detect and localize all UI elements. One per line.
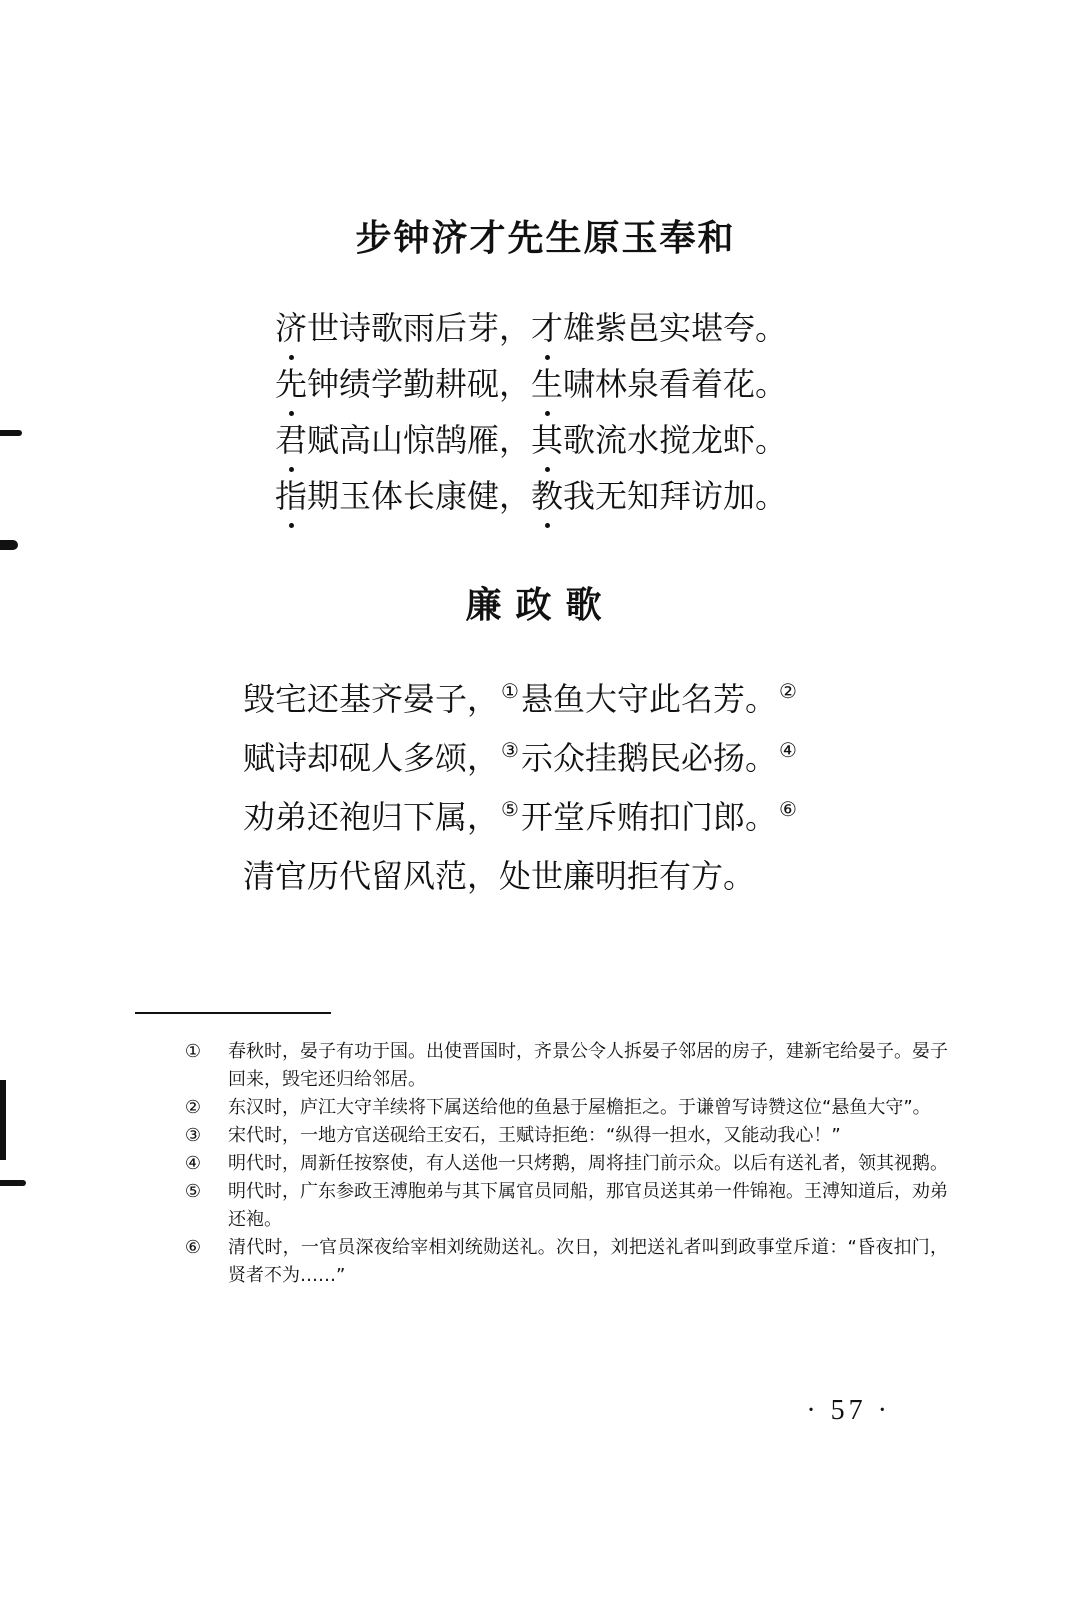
verse-text: 歌流水搅龙虾。 bbox=[563, 421, 788, 459]
footnote-text: 明代时，周新任按察使，有人送他一只烤鹅，周将挂门前示众。以后有送礼者，领其视鹅。 bbox=[228, 1153, 948, 1174]
footnote-marker: ② bbox=[778, 679, 797, 704]
emphasized-character: 君 bbox=[275, 412, 307, 468]
verse-text: 劝弟还袍归下属， bbox=[243, 798, 500, 836]
page-number: · 57 · bbox=[806, 1395, 891, 1426]
footnote bbox=[178, 1094, 948, 1122]
footnote-text: 东汉时，庐江大守羊续将下属送给他的鱼悬于屋檐拒之。于谦曾写诗赞这位“悬鱼大守”。 bbox=[228, 1097, 931, 1118]
poem-line bbox=[243, 788, 799, 847]
emphasized-character: 指 bbox=[275, 468, 307, 524]
footnote-marker: ⑤ bbox=[501, 797, 519, 822]
poem-line bbox=[275, 356, 787, 412]
footnote-number: ② bbox=[184, 1097, 202, 1118]
verse-text: 啸林泉看着花。 bbox=[563, 365, 788, 403]
footnote-text: 春秋时，晏子有功于国。出使晋国时，齐景公令人拆晏子邻居的房子，建新宅给晏子。晏子回来，毁宅还归给邻居。 bbox=[228, 1041, 948, 1090]
verse-text: 赋高山惊鹄雁， bbox=[307, 421, 532, 459]
emphasized-character: 其 bbox=[531, 412, 563, 468]
scan-edge-mark bbox=[0, 540, 18, 550]
verse-text: 雄紫邑实堪夸。 bbox=[563, 309, 788, 347]
footnote bbox=[178, 1150, 948, 1178]
emphasized-character: 生 bbox=[531, 356, 563, 412]
footnote-number: ① bbox=[184, 1041, 202, 1062]
poem-line bbox=[243, 729, 799, 788]
footnote-number: ⑥ bbox=[184, 1237, 202, 1258]
scan-edge-mark bbox=[0, 1080, 6, 1160]
footnote bbox=[178, 1178, 948, 1234]
footnote-marker: ① bbox=[501, 679, 519, 704]
verse-text: 我无知拜访加。 bbox=[563, 477, 788, 515]
footnote-number: ⑤ bbox=[184, 1181, 202, 1202]
poem-line bbox=[275, 468, 787, 524]
acrostic-poem bbox=[275, 300, 787, 524]
emphasized-character: 先 bbox=[275, 356, 307, 412]
footnote bbox=[178, 1122, 948, 1150]
poem-line bbox=[275, 300, 787, 356]
poem-title: 步钟济才先生原玉奉和 bbox=[355, 217, 736, 259]
footnotes-list bbox=[178, 1038, 948, 1290]
integrity-poem bbox=[243, 670, 799, 906]
verse-text: 期玉体长康健， bbox=[307, 477, 532, 515]
footnote-text: 宋代时，一地方官送砚给王安石，王赋诗拒绝：“纵得一担水，又能动我心！” bbox=[228, 1125, 841, 1146]
footnote-number: ④ bbox=[184, 1153, 202, 1174]
emphasized-character: 济 bbox=[275, 300, 307, 356]
scan-edge-mark bbox=[0, 430, 22, 436]
footnote bbox=[178, 1038, 948, 1094]
emphasized-character: 教 bbox=[531, 468, 563, 524]
scan-edge-mark bbox=[0, 1180, 26, 1186]
verse-text: 开堂斥贿扣门郎。 bbox=[520, 798, 777, 836]
footnote-marker: ⑥ bbox=[778, 797, 797, 822]
verse-text: 清官历代留风范，处世廉明拒有方。 bbox=[243, 857, 756, 895]
verse-text: 悬鱼大守此名芳。 bbox=[520, 680, 777, 718]
verse-text: 示众挂鹅民必扬。 bbox=[520, 739, 777, 777]
verse-text: 毁宅还基齐晏子， bbox=[243, 680, 500, 718]
footnote-marker: ③ bbox=[501, 738, 519, 763]
verse-text: 世诗歌雨后芽， bbox=[307, 309, 532, 347]
footnote-divider bbox=[135, 1012, 331, 1014]
poem-line bbox=[243, 847, 799, 906]
poem-line bbox=[243, 670, 799, 729]
footnote-marker: ④ bbox=[778, 738, 797, 763]
footnote-text: 明代时，广东参政王溥胞弟与其下属官员同船，那官员送其弟一件锦袍。王溥知道后，劝弟还袍。 bbox=[228, 1181, 948, 1230]
footnote-number: ③ bbox=[184, 1125, 202, 1146]
footnote bbox=[178, 1234, 948, 1290]
poem-title: 廉政歌 bbox=[465, 584, 616, 626]
verse-text: 钟绩学勤耕砚， bbox=[307, 365, 532, 403]
poem-line bbox=[275, 412, 787, 468]
footnote-text: 清代时，一官员深夜给宰相刘统勋送礼。次日，刘把送礼者叫到政事堂斥道：“昏夜扣门，贤者不为……” bbox=[228, 1237, 948, 1286]
verse-text: 赋诗却砚人多颂， bbox=[243, 739, 500, 777]
emphasized-character: 才 bbox=[531, 300, 563, 356]
